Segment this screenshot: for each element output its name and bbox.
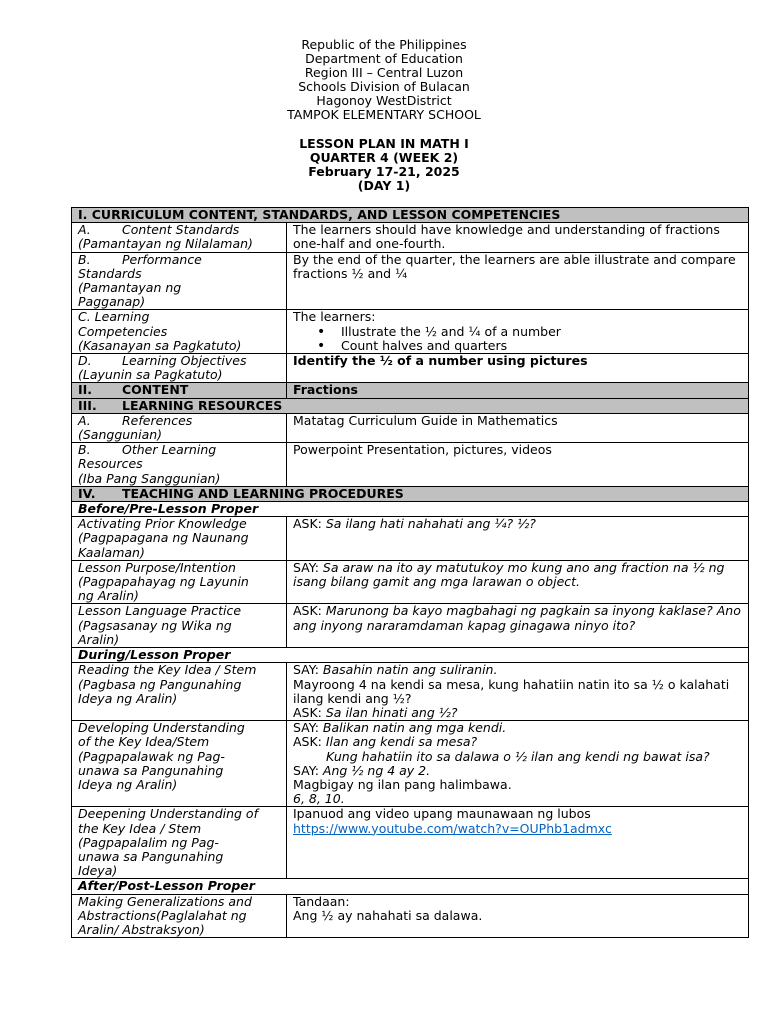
subsection-title: Before/Pre-Lesson Proper: [72, 502, 749, 517]
header-line: Republic of the Philippines: [301, 37, 467, 52]
row-label: C. Learning Competencies (Kasanayan sa Pagkatuto): [72, 310, 287, 354]
row-label: B. Performance Standards (Pamantayan ng Pagganap): [72, 252, 287, 310]
table-row: [72, 443, 749, 487]
row-value: SAY: Balikan natin ang mga kendi. ASK: Ilan ang kendi sa mesa? Kung hahatiin ito sa dalawa o ½ ilan ang kendi ng bawat isa? SAY: Ang ½ ng 4 ay 2. Magbigay ng ilan pang halimbawa. 6, 8, 10.: [287, 721, 749, 807]
section-value: Fractions: [287, 383, 749, 398]
section-title: III. LEARNING RESOURCES: [72, 398, 749, 413]
video-link[interactable]: https://www.youtube.com/watch?v=OUPhb1admxc: [293, 820, 612, 836]
title-line: QUARTER 4 (WEEK 2): [309, 150, 459, 165]
table-row: [72, 663, 749, 721]
subsection-during: [72, 648, 749, 663]
row-value: The learners: • Illustrate the ½ and ¼ of a number • Count halves and quarters: [287, 310, 749, 354]
section-header-procedures: [72, 486, 749, 501]
list-item: • Count halves and quarters: [341, 339, 748, 353]
competency-list: [293, 325, 748, 353]
section-header-resources: [72, 398, 749, 413]
row-label: Making Generalizations and Abstractions(Paglalahat ng Aralin/ Abstraksyon): [72, 894, 287, 938]
header-line: Department of Education: [305, 51, 463, 66]
table-row: [72, 223, 749, 252]
table-row: [72, 807, 749, 879]
lesson-plan-table: [71, 207, 749, 938]
lesson-title: [0, 137, 768, 193]
header-line: Hagonoy WestDistrict: [316, 93, 452, 108]
table-row: [72, 252, 749, 310]
title-line: February 17-21, 2025: [308, 164, 460, 179]
row-label: Lesson Language Practice (Pagsasanay ng Wika ng Aralin): [72, 604, 287, 648]
title-line: LESSON PLAN IN MATH I: [299, 136, 469, 151]
school-header: [0, 38, 768, 122]
section-title: IV. TEACHING AND LEARNING PROCEDURES: [72, 486, 749, 501]
section-title: II. CONTENT: [72, 383, 287, 398]
table-row: [72, 413, 749, 442]
row-value: ASK: Marunong ba kayo magbahagi ng pagkain sa inyong kaklase? Ano ang inyong nararamdaman kapag ginagawa ninyo ito?: [287, 604, 749, 648]
row-value: The learners should have knowledge and understanding of fractions one-half and one-fourth.: [287, 223, 749, 252]
row-value: By the end of the quarter, the learners are able illustrate and compare fractions ½ and ¼: [287, 252, 749, 310]
row-value: ASK: Sa ilang hati nahahati ang ¼? ½?: [287, 517, 749, 561]
row-label: A. References (Sanggunian): [72, 413, 287, 442]
table-row: [72, 894, 749, 938]
row-label: B. Other Learning Resources (Iba Pang Sanggunian): [72, 443, 287, 487]
row-label: Lesson Purpose/Intention (Pagpapahayag ng Layunin ng Aralin): [72, 560, 287, 604]
subsection-before: [72, 502, 749, 517]
section-title: I. CURRICULUM CONTENT, STANDARDS, AND LESSON COMPETENCIES: [72, 208, 749, 223]
table-row: [72, 310, 749, 354]
row-value: Tandaan: Ang ½ ay nahahati sa dalawa.: [287, 894, 749, 938]
subsection-title: After/Post-Lesson Proper: [72, 879, 749, 894]
row-label: Deepening Understanding of the Key Idea / Stem (Pagpapalalim ng Pag- unawa sa Pangunahing Ideya): [72, 807, 287, 879]
list-item: • Illustrate the ½ and ¼ of a number: [341, 325, 748, 339]
row-label: Developing Understanding of the Key Idea/Stem (Pagpapalawak ng Pag- unawa sa Pangunahing Ideya ng Aralin): [72, 721, 287, 807]
table-row: [72, 721, 749, 807]
subsection-title: During/Lesson Proper: [72, 648, 749, 663]
table-row: [72, 604, 749, 648]
row-label: D. Learning Objectives (Layunin sa Pagkatuto): [72, 354, 287, 383]
title-line: (DAY 1): [357, 178, 411, 193]
row-value: SAY: Sa araw na ito ay matutukoy mo kung ano ang fraction na ½ ng isang bilang gamit ang mga larawan o object.: [287, 560, 749, 604]
section-header-curriculum: [72, 208, 749, 223]
subsection-after: [72, 879, 749, 894]
row-label: Activating Prior Knowledge (Pagpapagana ng Naunang Kaalaman): [72, 517, 287, 561]
row-label: Reading the Key Idea / Stem (Pagbasa ng Pangunahing Ideya ng Aralin): [72, 663, 287, 721]
header-line: TAMPOK ELEMENTARY SCHOOL: [287, 107, 481, 122]
table-row: [72, 560, 749, 604]
row-value: Powerpoint Presentation, pictures, videos: [287, 443, 749, 487]
header-line: Region III – Central Luzon: [304, 65, 464, 80]
row-value: Matatag Curriculum Guide in Mathematics: [287, 413, 749, 442]
row-label: A. Content Standards (Pamantayan ng Nilalaman): [72, 223, 287, 252]
table-row: [72, 354, 749, 383]
row-value: SAY: Basahin natin ang suliranin. Mayroong 4 na kendi sa mesa, kung hahatiin natin ito sa ½ o kalahati ilang kendi ang ½? ASK: Sa ilan hinati ang ½?: [287, 663, 749, 721]
row-value: Ipanuod ang video upang maunawaan ng lubos https://www.youtube.com/watch?v=OUPhb1admxc: [287, 807, 749, 879]
table-row: [72, 517, 749, 561]
section-header-content: [72, 383, 749, 398]
header-line: Schools Division of Bulacan: [298, 79, 470, 94]
row-value: Identify the ½ of a number using pictures: [287, 354, 749, 383]
